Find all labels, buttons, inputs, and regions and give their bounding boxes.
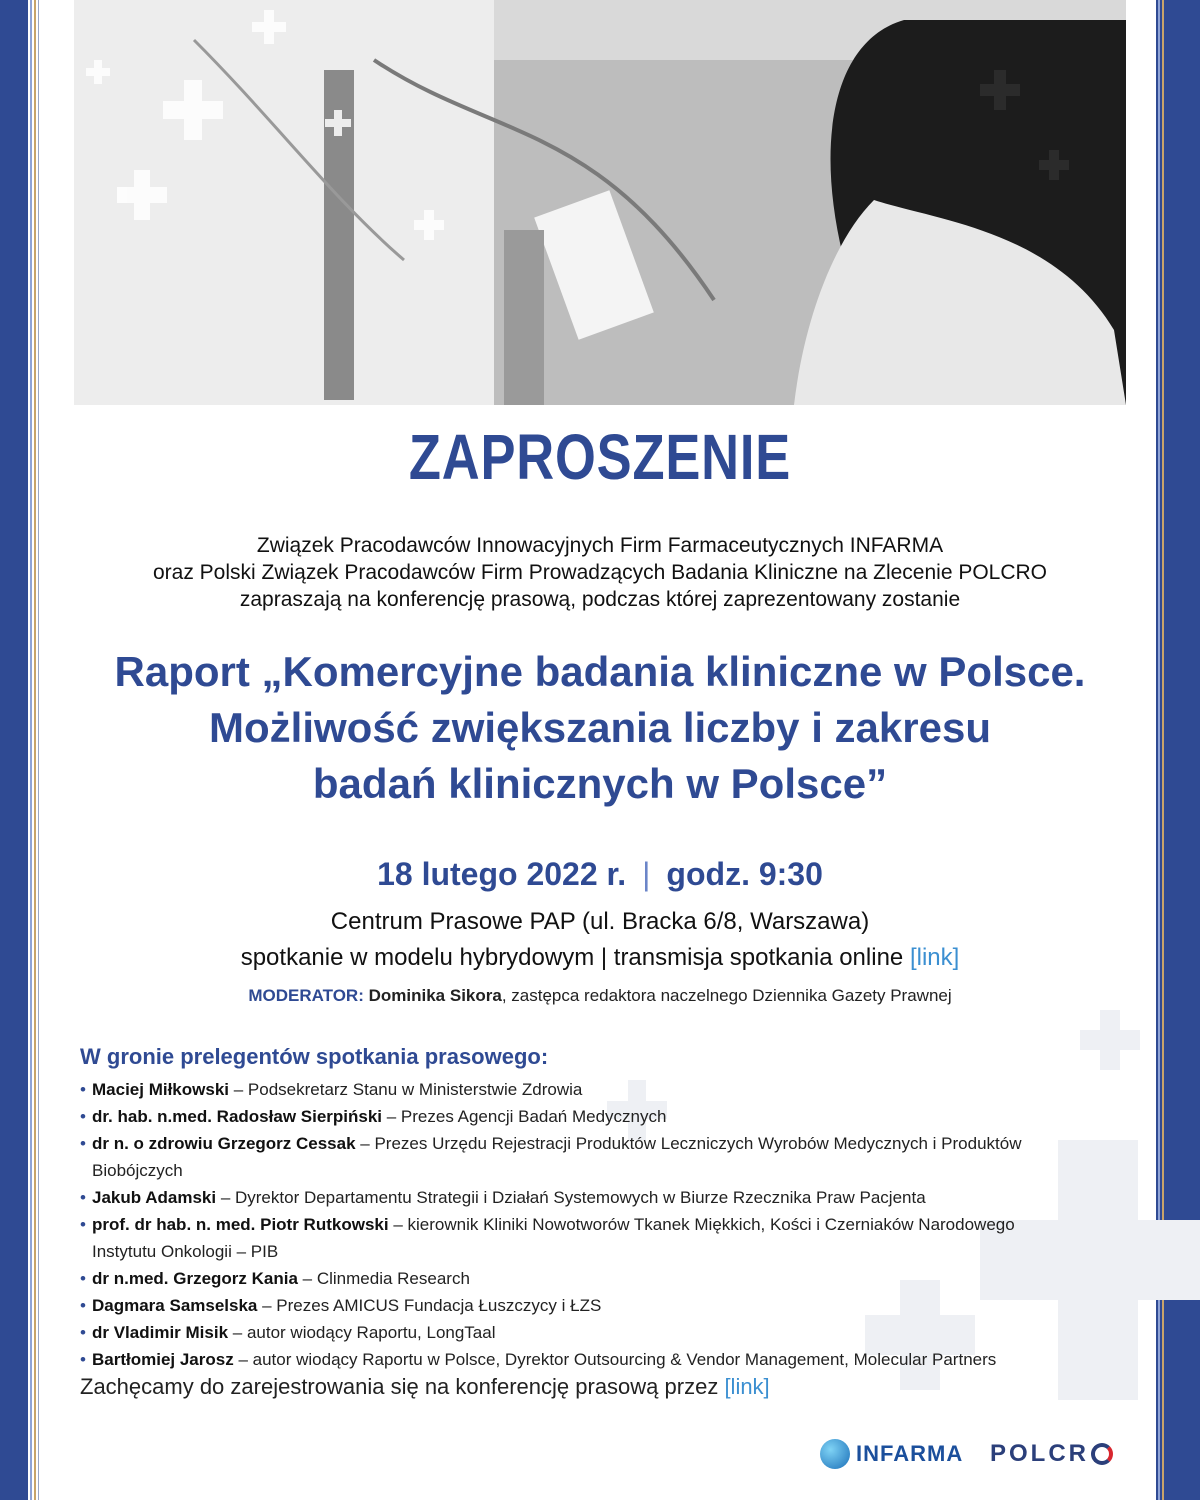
- moderator-name: Dominika Sikora: [368, 986, 502, 1005]
- speaker-name: Maciej Miłkowski: [92, 1080, 229, 1099]
- list-item: [80, 1319, 1070, 1346]
- list-item: [80, 1346, 1070, 1373]
- speaker-role: – Prezes AMICUS Fundacja Łuszczycy i ŁZS: [257, 1296, 602, 1315]
- speaker-name: Jakub Adamski: [92, 1188, 217, 1207]
- polcro-logo: [990, 1436, 1113, 1472]
- speaker-name: Bartłomiej Jarosz: [92, 1350, 234, 1369]
- moderator-label: MODERATOR:: [248, 986, 364, 1005]
- speakers-list: [80, 1076, 1070, 1373]
- list-item: [80, 1076, 1070, 1103]
- list-item: [80, 1130, 1070, 1184]
- event-venue-block: [0, 904, 1200, 976]
- report-title-line: badań klinicznych w Polsce”: [312, 760, 888, 807]
- intro-line: Związek Pracodawców Innowacyjnych Firm Farmaceutycznych INFARMA: [256, 534, 944, 557]
- registration-line: [80, 1374, 770, 1400]
- infarma-logo-text: INFARMA: [856, 1441, 964, 1466]
- event-time: godz. 9:30: [666, 856, 823, 892]
- speaker-name: dr n. o zdrowiu Grzegorz Cessak: [92, 1134, 356, 1153]
- list-item: [80, 1103, 1070, 1130]
- moderator-role: , zastępca redaktora naczelnego Dziennika Gazety Prawnej: [501, 986, 952, 1005]
- registration-text: Zachęcamy do zarejestrowania się na konferencję prasową przez: [80, 1374, 725, 1399]
- event-venue: Centrum Prasowe PAP (ul. Bracka 6/8, Warszawa): [330, 908, 870, 935]
- page-title: ZAPROSZENIE: [408, 421, 792, 493]
- infarma-logo: [820, 1436, 963, 1472]
- speaker-name: prof. dr hab. n. med. Piotr Rutkowski: [92, 1215, 389, 1234]
- report-title: [60, 644, 1140, 812]
- speaker-role: – Clinmedia Research: [297, 1269, 470, 1288]
- speaker-name: Dagmara Samselska: [92, 1296, 258, 1315]
- intro-line: oraz Polski Związek Pracodawców Firm Prowadzących Badania Kliniczne na Zlecenie POLCRO: [152, 561, 1048, 584]
- speaker-role: – kierownik Kliniki Nowotworów Tkanek Miękkich, Kości i Czerniaków Narodowego Instytutu Onkologii – PIB: [92, 1215, 1015, 1261]
- list-item: [80, 1292, 1070, 1319]
- list-item: [80, 1184, 1070, 1211]
- report-title-line: Możliwość zwiększania liczby i zakresu: [209, 704, 991, 751]
- speaker-role: – autor wiodący Raportu w Polsce, Dyrektor Outsourcing & Vendor Management, Molecular Partners: [233, 1350, 997, 1369]
- speaker-role: – autor wiodący Raportu, LongTaal: [228, 1323, 496, 1342]
- speaker-role: – Prezes Urzędu Rejestracji Produktów Leczniczych Wyrobów Medycznych i Produktów Biobójczych: [92, 1134, 1022, 1180]
- speaker-name: dr n.med. Grzegorz Kania: [92, 1269, 298, 1288]
- intro-line: zapraszają na konferencję prasową, podczas której zaprezentowany zostanie: [239, 588, 961, 611]
- speaker-name: dr. hab. n.med. Radosław Sierpiński: [92, 1107, 383, 1126]
- left-frame-border: [0, 0, 40, 1500]
- event-format: [0, 940, 1200, 976]
- event-date: 18 lutego 2022 r.: [377, 856, 627, 892]
- speaker-role: – Prezes Agencji Badań Medycznych: [382, 1107, 667, 1126]
- speaker-role: – Podsekretarz Stanu w Ministerstwie Zdrowia: [229, 1080, 583, 1099]
- online-stream-link[interactable]: [link]: [909, 944, 960, 971]
- event-format-text: spotkanie w modelu hybrydowym | transmisja spotkania online: [240, 944, 904, 971]
- speaker-name: dr Vladimir Misik: [92, 1323, 229, 1342]
- polcro-logo-text: POLCR: [990, 1440, 1089, 1467]
- registration-link[interactable]: [link]: [724, 1374, 770, 1399]
- invitation-intro: [120, 532, 1080, 613]
- infarma-logo-icon: [820, 1439, 850, 1469]
- moderator-line: [0, 986, 1200, 1006]
- event-date-time: [0, 856, 1200, 893]
- speaker-role: – Dyrektor Departamentu Strategii i Działań Systemowych w Biurze Rzecznika Praw Pacjenta: [216, 1188, 926, 1207]
- date-time-separator: |: [642, 856, 651, 892]
- polcro-logo-ring-icon: [1091, 1443, 1113, 1465]
- list-item: [80, 1265, 1070, 1292]
- speakers-heading: W gronie prelegentów spotkania prasowego:: [80, 1044, 549, 1069]
- report-title-line: Raport „Komercyjne badania kliniczne w Polsce.: [114, 648, 1086, 695]
- laboratory-photo: [74, 0, 1126, 405]
- list-item: [80, 1211, 1070, 1265]
